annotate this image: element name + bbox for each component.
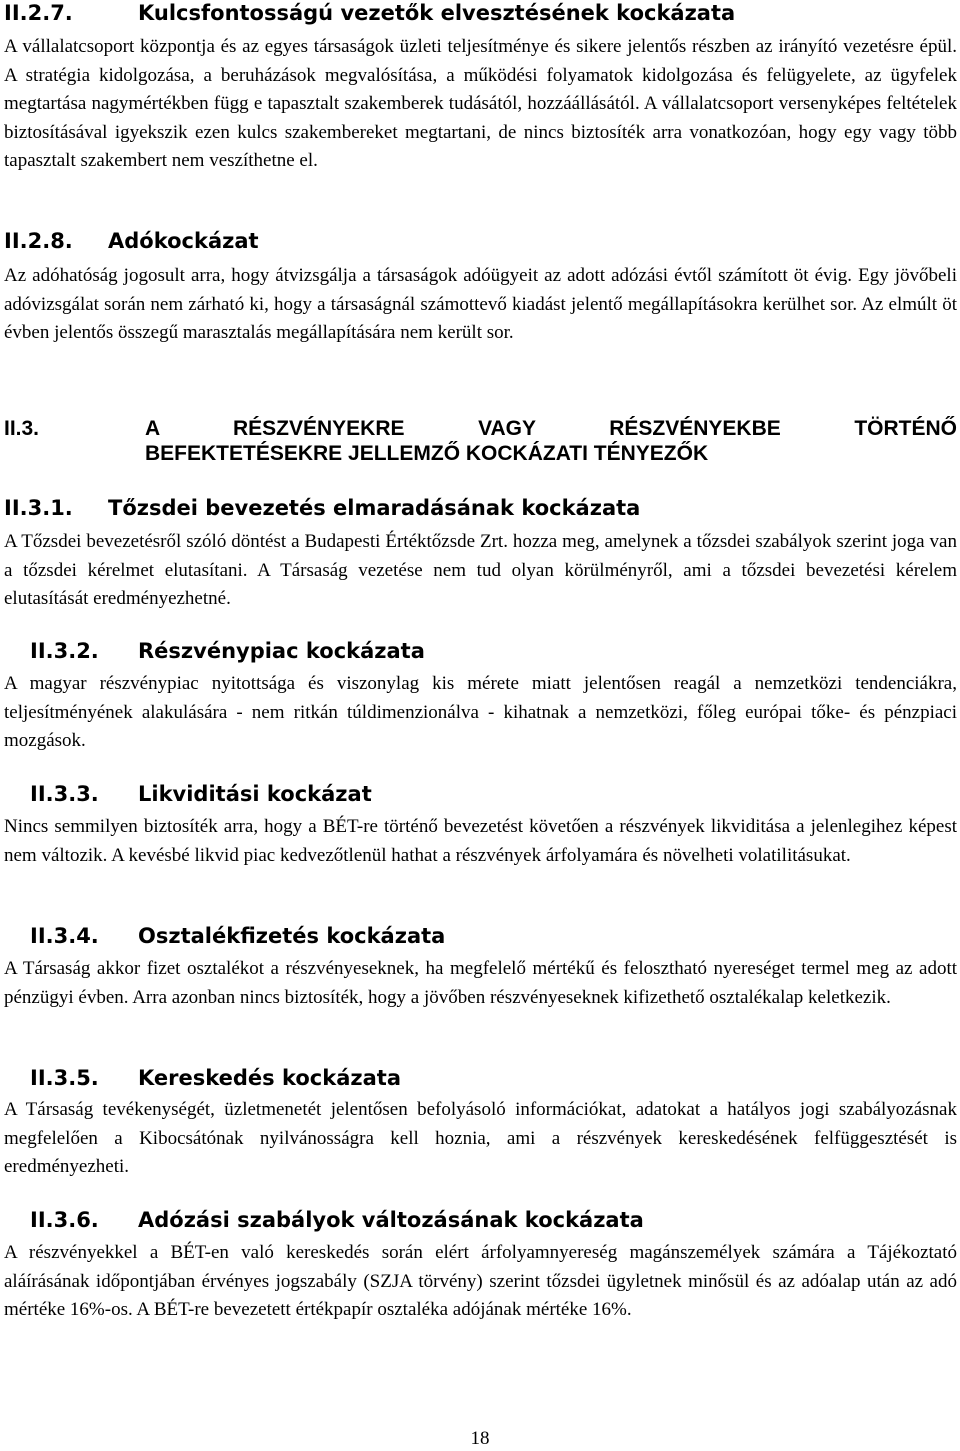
section-number: II.2.8. <box>4 229 73 253</box>
section-heading <box>4 0 735 26</box>
section-number: II.3.3. <box>30 782 99 806</box>
section-heading <box>4 228 259 254</box>
section-heading <box>4 495 640 521</box>
section-heading <box>30 781 372 807</box>
section-paragraph: A vállalatcsoport központja és az egyes társaságok üzleti teljesítménye és sikere jelentős részben az irányító vezetésre épül. A stratégia kidolgozása, a beruházások megvalósítása, a működési folyamatok kidolgozása és felügyelete, az ügyfelek megtartása nagymértékben függ e tapasztalt szakemberek tudásától, hozzáállásától. A vállalatcsoport versenyképes feltételek biztosításával igyekszik ezen kulcs szakembereket megtartani, de nincs biztosíték arra vonatkozóan, hogy egy vagy több tapasztalt szakembert nem veszíthetne el. <box>4 36 957 171</box>
section-paragraph: A Tőzsdei bevezetésről szóló döntést a Budapesti Értéktőzsde Zrt. hozza meg, amelynek a tőzsdei szabályok szerint joga van a tőzsdei kérelmet elutasítani. A Társaság vezetése nem tud olyan körülményről, ami a tőzsdei bevezetési kérelem elutasítását eredményezhetné. <box>4 531 957 609</box>
section-title: Likviditási kockázat <box>138 782 372 806</box>
section-heading <box>30 1207 644 1233</box>
section-heading <box>30 638 425 664</box>
section-title: Adózási szabályok változásának kockázata <box>138 1208 644 1232</box>
chapter-title-line-1: A RÉSZVÉNYEKRE VAGY RÉSZVÉNYEKBE TÖRTÉNŐ <box>145 417 957 440</box>
section-heading <box>30 923 445 949</box>
section-title: Tőzsdei bevezetés elmaradásának kockázata <box>108 496 641 520</box>
page-number: 18 <box>470 1428 490 1449</box>
section-number: II.3.4. <box>30 924 99 948</box>
section-paragraph: A Társaság tevékenységét, üzletmenetét jelentősen befolyásoló információkat, adatokat a hatályos jogi szabályozásnak megfelelően a Kibocsátónak nyilvánosságra kell hoznia, ami a részvények kereskedésének felfüggesztését is eredményezheti. <box>4 1099 957 1177</box>
section-title: Kereskedés kockázata <box>138 1066 401 1090</box>
section-paragraph: A Társaság akkor fizet osztalékot a részvényeseknek, ha megfelelő mértékű és felosztható nyereséget termel meg az adott pénzügyi évben. Arra azonban nincs biztosíték, hogy a jövőben részvényeseknek kifizethető osztalékalap keletkezik. <box>4 958 957 1008</box>
section-number: II.3.6. <box>30 1208 99 1232</box>
section-heading <box>30 1065 401 1091</box>
section-number: II.3.5. <box>30 1066 99 1090</box>
section-paragraph: Az adóhatóság jogosult arra, hogy átvizsgálja a társaságok adóügyeit az adott adózási évtől számított öt évig. Egy jövőbeli adóvizsgálat során nem zárható ki, hogy a társaságnál számottevő kiadást jelentő megállapításokra kerülhet sor. Az elmúlt öt évben jelentős összegű marasztalás megállapítására nem került sor. <box>4 265 957 343</box>
section-paragraph: A magyar részvénypiac nyitottsága és viszonylag kis mérete miatt jelentősen reagál a nemzetközi tendenciákra, teljesítményének alakulására - nem ritkán túldimenzionálva - kihatnak a nemzetközi, főleg európai tőke- és pénzpiaci mozgások. <box>4 673 957 751</box>
section-paragraph: Nincs semmilyen biztosíték arra, hogy a BÉT-re történő bevezetést követően a részvények likviditása a jelenlegihez képest nem változik. A kevésbé likvid piac kedvezőtlenül hathat a részvények árfolyamára és növelheti volatilitásukat. <box>4 816 957 866</box>
section-title: Részvénypiac kockázata <box>138 639 425 663</box>
section-title: Adókockázat <box>108 229 259 253</box>
section-number: II.3.2. <box>30 639 99 663</box>
section-number: II.3.1. <box>4 496 73 520</box>
chapter-number: II.3. <box>4 417 40 440</box>
section-paragraph: A részvényekkel a BÉT-en való kereskedés során elért árfolyamnyereség magánszemélyek számára a Tájékoztató aláírásának időpontjában érvényes jogszabály (SZJA törvény) szerint tőzsdei ügyletnek minősül és az adóalap után az adó mértéke 16%-os. A BÉT-re bevezetett értékpapír osztaléka adójának mértéke 16%. <box>4 1242 957 1320</box>
section-number: II.2.7. <box>4 1 73 25</box>
section-title: Kulcsfontosságú vezetők elvesztésének kockázata <box>138 1 736 25</box>
section-title: Osztalékfizetés kockázata <box>138 924 446 948</box>
chapter-title-line-2: BEFEKTETÉSEKRE JELLEMZŐ KOCKÁZATI TÉNYEZŐK <box>145 442 709 465</box>
